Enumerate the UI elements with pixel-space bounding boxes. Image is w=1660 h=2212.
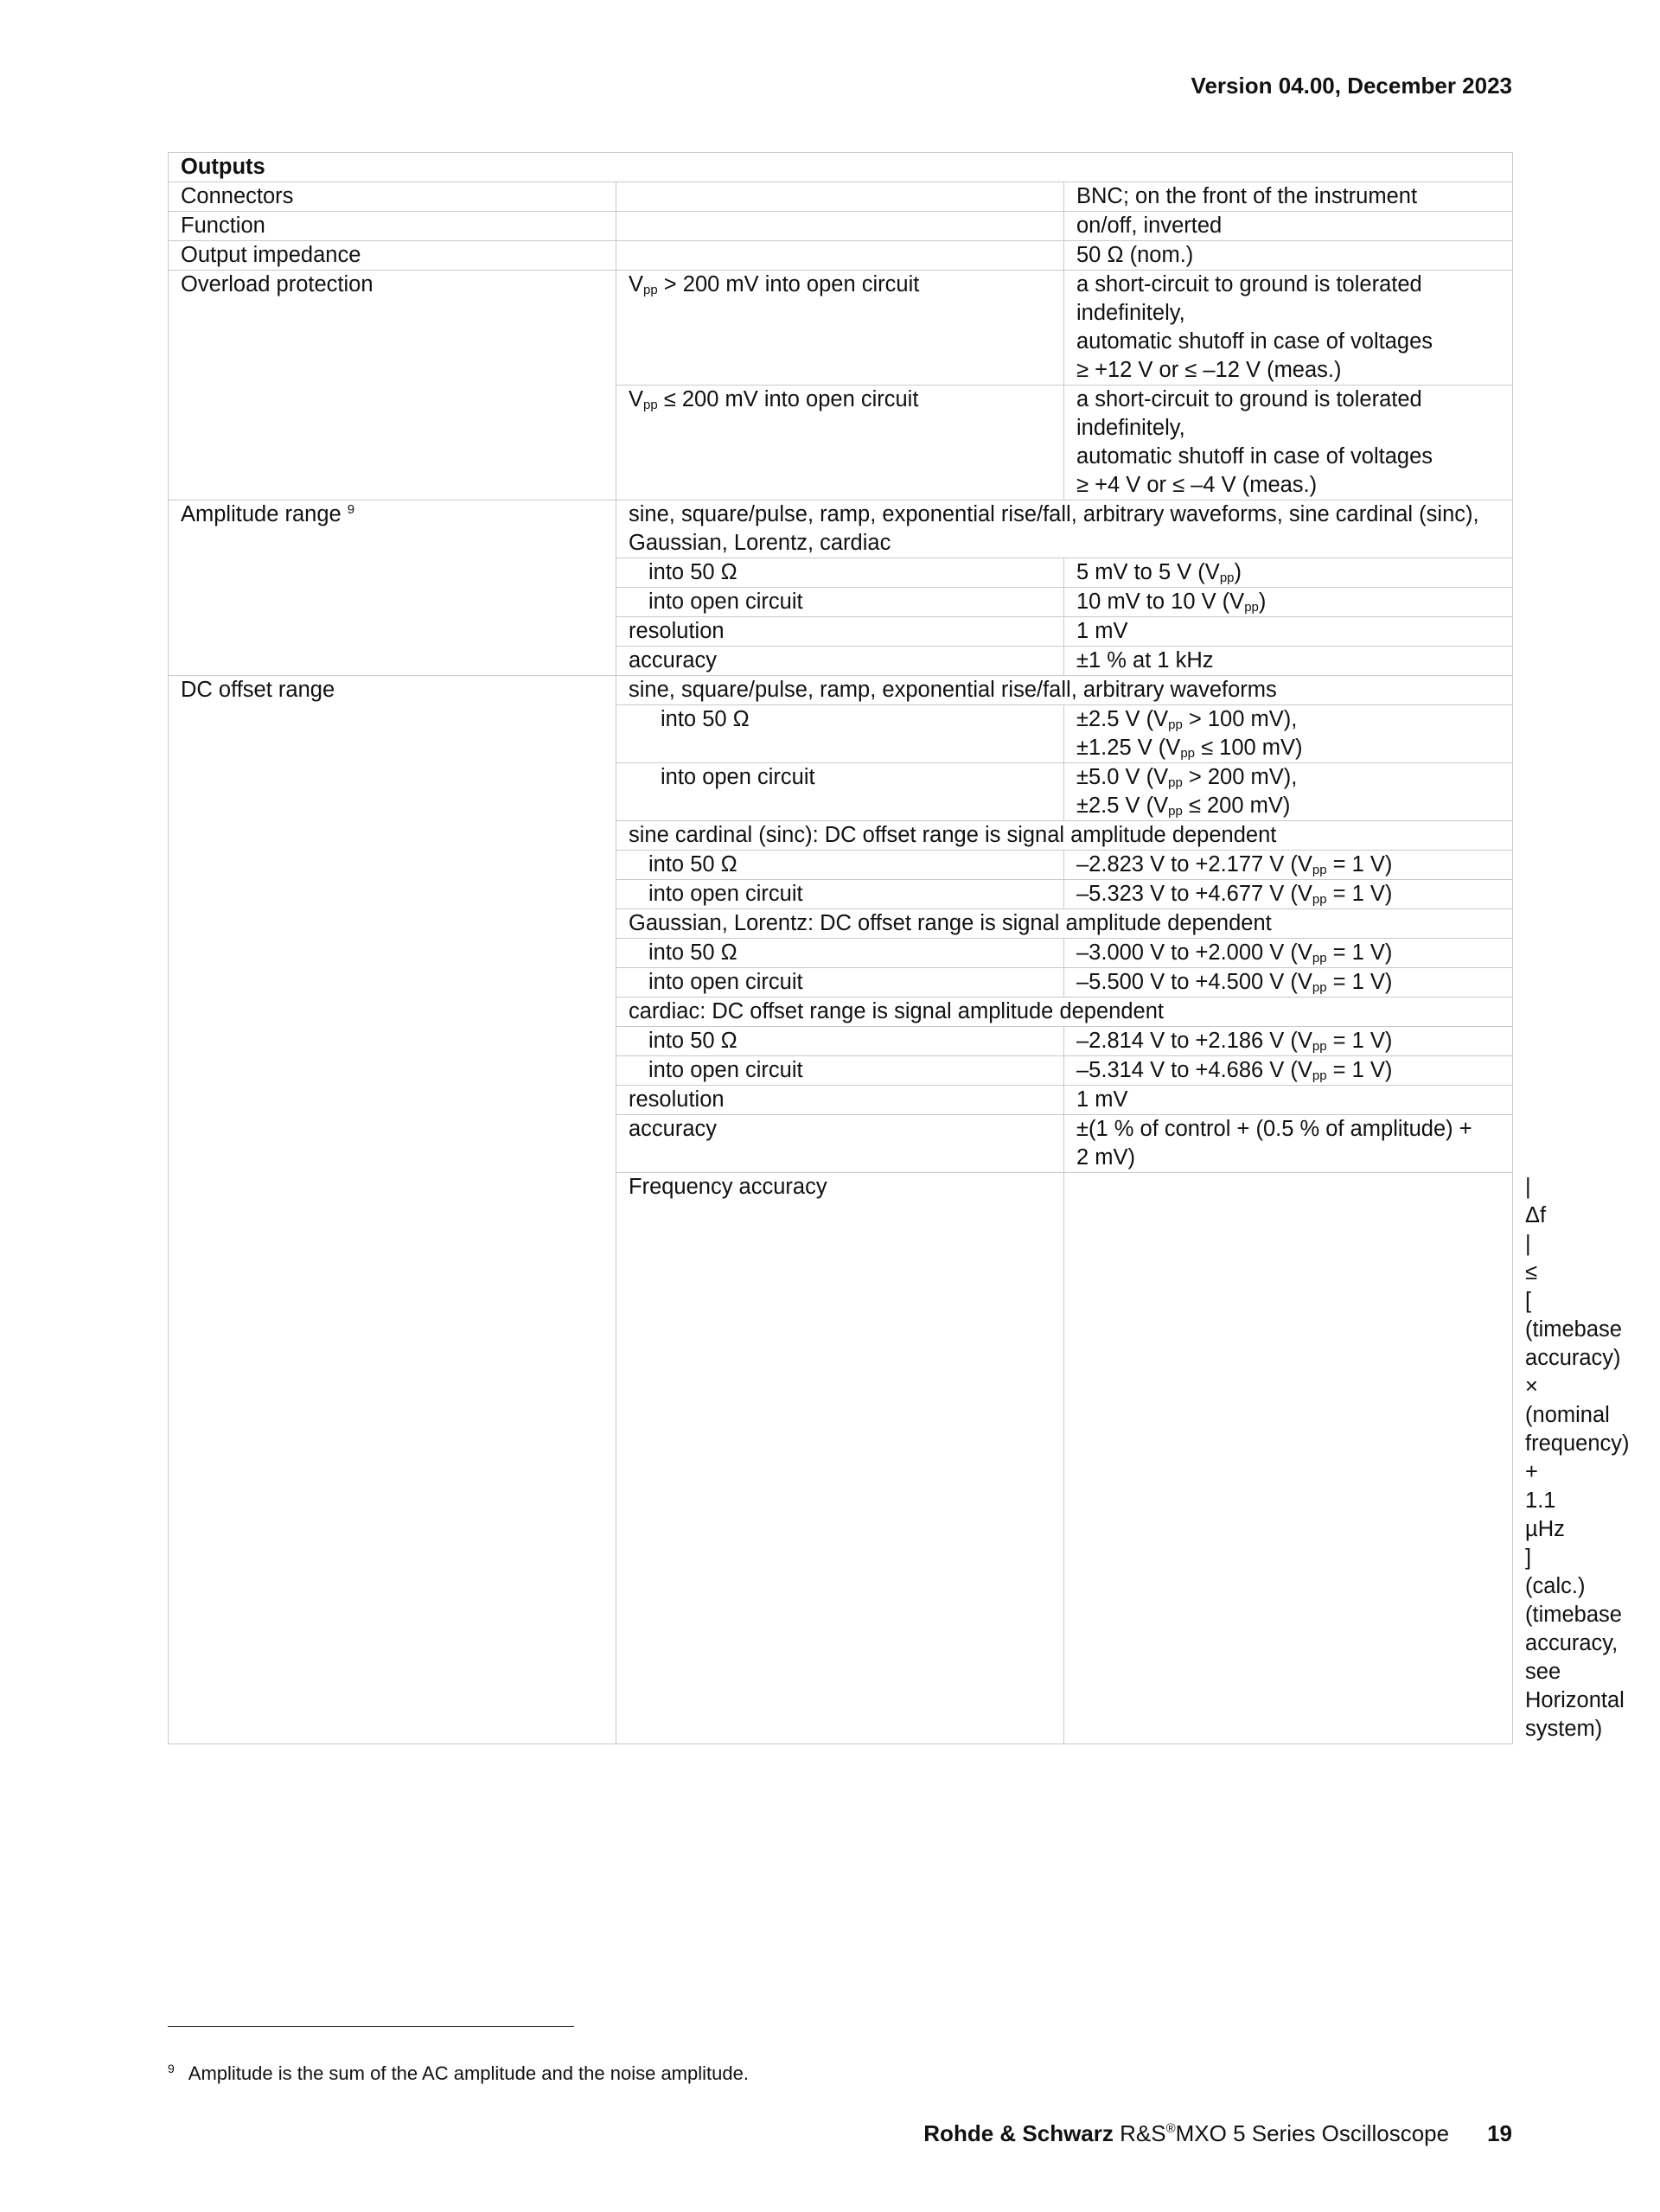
row-label: Output impedance xyxy=(169,241,616,271)
page-number: 19 xyxy=(1487,2120,1512,2146)
outputs-spec-table xyxy=(168,152,1630,1744)
row-label: Frequency accuracy xyxy=(616,1173,1064,1744)
table-row: into 50 Ω –2.814 V to +2.186 V ($V_{pp} = 1$ V) xyxy=(169,1027,1513,1056)
table-row: into 50 Ω –3.000 V to +2.000 V ($V_{pp} = 1$ V) xyxy=(169,939,1513,968)
document-version: Version 04.00, December 2023 xyxy=(1191,73,1512,99)
table-row: resolution 1 mV xyxy=(169,617,1513,647)
condition-cell: $V_{pp} > 200$ mV into open circuit xyxy=(616,271,1064,386)
company-name: Rohde & Schwarz xyxy=(923,2120,1114,2146)
table-row xyxy=(169,182,1513,212)
table-row: into open circuit –5.500 V to +4.500 V ($V_{pp} = 1$ V) xyxy=(169,968,1513,998)
footnote xyxy=(168,2062,749,2085)
row-label: DC offset range xyxy=(169,676,616,1744)
row-value: a short-circuit to ground is tolerated indefinitely, automatic shutoff in case of voltages ≥ +12 V or ≤ –12 V (meas.) xyxy=(1064,271,1513,386)
footnote-number: 9 xyxy=(168,2062,175,2075)
footnote-ref: 9 xyxy=(347,502,355,517)
table-row: DC offset range sine, square/pulse, ramp, exponential rise/fall, arbitrary waveforms xyxy=(169,676,1513,705)
row-label: Amplitude range $^9$ xyxy=(169,500,616,676)
section-title: Outputs xyxy=(169,153,1513,182)
row-label: Connectors xyxy=(169,182,616,212)
row-value: BNC; on the front of the instrument xyxy=(1064,182,1513,212)
table-row xyxy=(169,212,1513,241)
table-row: into open circuit –5.323 V to +4.677 V ($V_{pp} = 1$ V) xyxy=(169,880,1513,909)
table-row xyxy=(169,241,1513,271)
footnote-text: Amplitude is the sum of the AC amplitude and the noise amplitude. xyxy=(188,2062,749,2084)
row-label: Overload protection xyxy=(169,271,616,500)
condition-cell: $V_{pp} \le 200$ mV into open circuit xyxy=(616,386,1064,500)
table-row: into open circuit 10 mV to 10 V $(V_{pp})$ xyxy=(169,588,1513,617)
table-row xyxy=(169,153,1513,182)
product-name: MXO 5 Series Oscilloscope xyxy=(1175,2120,1450,2146)
row-value: 50 Ω (nom.) xyxy=(1064,241,1513,271)
table-row xyxy=(169,271,1513,386)
table-row: cardiac: DC offset range is signal amplitude dependent xyxy=(169,998,1513,1027)
row-label: Function xyxy=(169,212,616,241)
table-row: Frequency accuracy | Δf | ≤ [ (timebase accuracy) × (nominal frequency) + 1.1 µHz ] (calc.) (timebase accuracy, see Horizontal system) xyxy=(169,1173,1513,1744)
footnote-divider xyxy=(168,2026,574,2027)
table-row: into open circuit ±5.0 V ($V_{pp} > 200$ mV), ±2.5 V ($V_{pp} \le 200$ mV) xyxy=(169,763,1513,821)
row-value: on/off, inverted xyxy=(1064,212,1513,241)
table-row: into open circuit –5.314 V to +4.686 V ($V_{pp} = 1$ V) xyxy=(169,1056,1513,1086)
table-row: accuracy ±1 % at 1 kHz xyxy=(169,647,1513,676)
row-value: a short-circuit to ground is tolerated indefinitely, automatic shutoff in case of voltages ≥ +4 V or ≤ –4 V (meas.) xyxy=(1064,386,1513,500)
table-row: sine cardinal (sinc): DC offset range is signal amplitude dependent xyxy=(169,821,1513,851)
table-row: into 50 Ω 5 mV to 5 V $(V_{pp})$ xyxy=(169,558,1513,588)
table-row: Gaussian, Lorentz: DC offset range is signal amplitude dependent xyxy=(169,909,1513,939)
table-row xyxy=(169,500,1513,558)
table-row: accuracy ±(1 % of control + (0.5 % of amplitude) + 2 mV) xyxy=(169,1115,1513,1173)
waveform-list: sine, square/pulse, ramp, exponential rise/fall, arbitrary waveforms, sine cardinal (sinc), Gaussian, Lorentz, cardiac xyxy=(616,500,1513,558)
table-row: into 50 Ω –2.823 V to +2.177 V ($V_{pp} = 1$ V) xyxy=(169,851,1513,880)
table-row: into 50 Ω ±2.5 V ($V_{pp} > 100$ mV), ±1.25 V ($V_{pp} \le 100$ mV) xyxy=(169,705,1513,763)
table-row: resolution 1 mV xyxy=(169,1086,1513,1115)
page-footer: Rohde & Schwarz R&S®MXO 5 Series Oscilloscope 19 xyxy=(923,2120,1512,2146)
